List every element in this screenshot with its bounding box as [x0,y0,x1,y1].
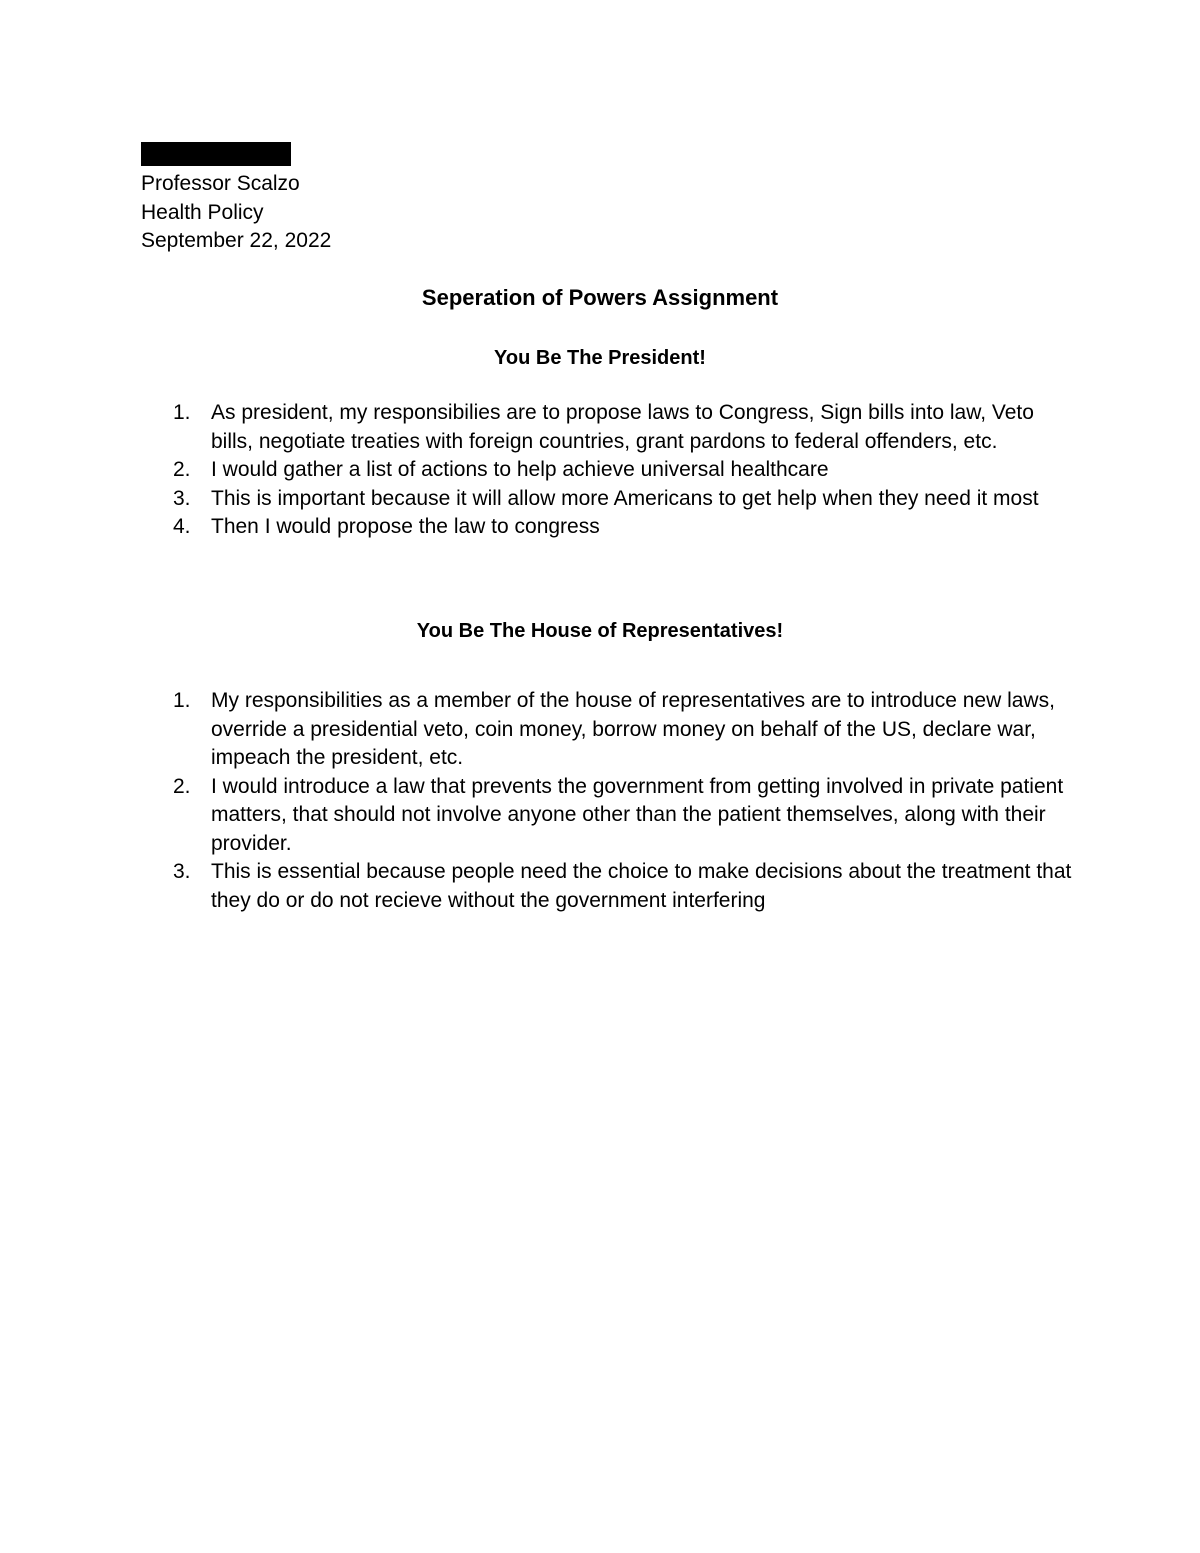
list-item-text: Then I would propose the law to congress [211,515,600,538]
list-item-text: I would introduce a law that prevents the government from getting involved in private patient matters, that should not involve anyone other than the patient themselves, along with their provider. [211,774,1064,855]
list-item-number: 2. [173,774,191,798]
list-item-text: My responsibilities as a member of the house of representatives are to introduce new laws, override a presidential veto, coin money, borrow money on behalf of the US, declare war, impeach the president, etc. [211,689,1055,769]
list-item [173,485,1081,514]
list-item [173,773,1081,859]
list-item-text: I would gather a list of actions to help achieve universal healthcare [211,458,829,481]
professor-line: Professor Scalzo [141,172,300,195]
date-line: September 22, 2022 [141,229,332,252]
list-item-text: This is essential because people need the choice to make decisions about the treatment that they do or do not recieve without the government interfering [211,860,1072,912]
list-item-text: As president, my responsibilies are to propose laws to Congress, Sign bills into law, Veto bills, negotiate treaties with foreign countries, grant pardons to federal offenders, etc. [211,401,1034,453]
course-line: Health Policy [141,200,264,224]
list-item [173,399,1081,456]
list-item-number: 2. [173,458,191,481]
list-item [173,687,1081,773]
list-item-number: 3. [173,486,191,510]
section-heading-president: You Be The President! [494,347,706,369]
list-item-number: 3. [173,860,191,883]
list-item-number: 4. [173,515,191,538]
list-item [173,513,1081,542]
list-item-text: This is important because it will allow more Americans to get help when they need it most [211,486,1039,510]
president-list [173,399,1081,542]
list-item-number: 1. [173,689,191,712]
redacted-name-block [141,142,291,166]
document-title: Seperation of Powers Assignment [421,285,779,310]
house-list [173,687,1081,915]
list-item-number: 1. [173,401,191,424]
list-item [173,858,1081,915]
list-item [173,456,1081,485]
document-header [141,170,331,256]
section-heading-house: You Be The House of Representatives! [416,620,784,642]
